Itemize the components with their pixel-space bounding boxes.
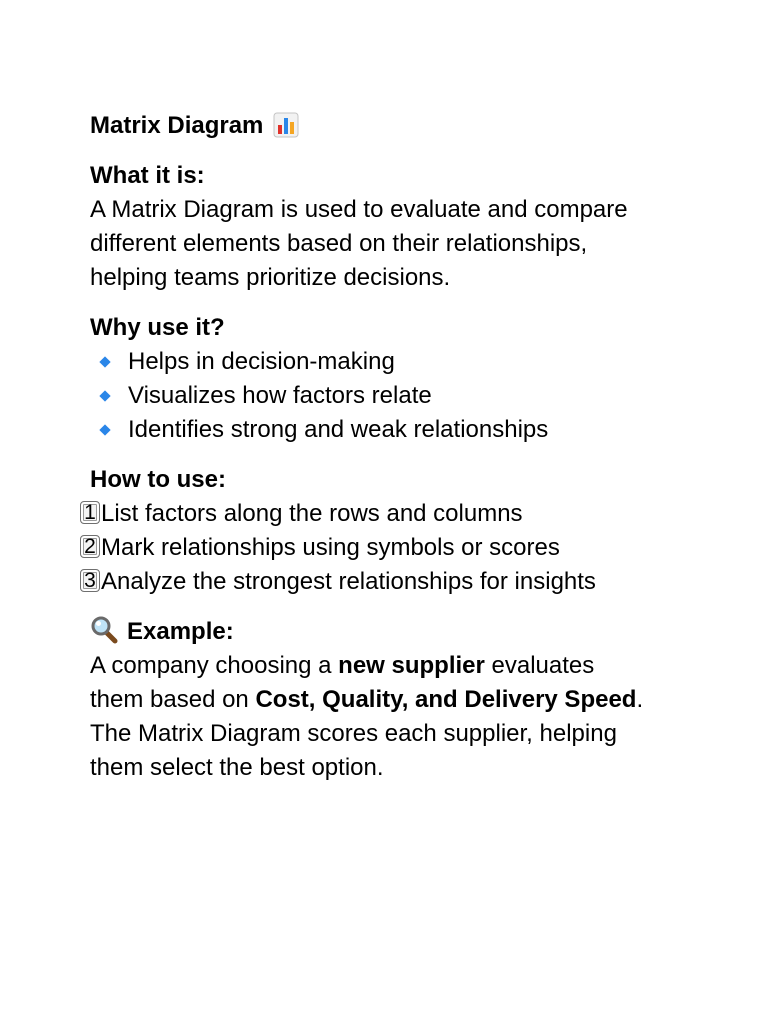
example-line: them select the best option. bbox=[90, 754, 384, 781]
keycap-number-icon: 2 bbox=[80, 535, 100, 558]
step-item bbox=[80, 531, 690, 565]
list-item-text: Helps in decision-making bbox=[128, 348, 395, 375]
example-text: A company choosing a bbox=[90, 652, 339, 679]
step-text: Mark relationships using symbols or scores bbox=[101, 534, 560, 561]
example-text: evaluates bbox=[484, 652, 595, 679]
magnifier-icon bbox=[90, 615, 120, 645]
list-item-text: Visualizes how factors relate bbox=[128, 382, 432, 409]
bar-chart-icon bbox=[273, 112, 299, 138]
example-heading-row bbox=[90, 615, 690, 649]
keycap-number-icon: 3 bbox=[80, 569, 100, 592]
document-body bbox=[84, 109, 690, 785]
what-section bbox=[90, 159, 690, 295]
page-title-row bbox=[90, 109, 690, 143]
list-item bbox=[90, 379, 690, 413]
what-line: A Matrix Diagram is used to evaluate and compare bbox=[90, 196, 628, 223]
example-text: . bbox=[636, 686, 644, 713]
blue-diamond-icon bbox=[99, 390, 110, 401]
what-heading: What it is: bbox=[90, 162, 205, 189]
step-item bbox=[80, 497, 690, 531]
why-section bbox=[90, 311, 690, 447]
example-bold-text: Cost, Quality, and Delivery Speed bbox=[255, 686, 637, 713]
step-text: Analyze the strongest relationships for insights bbox=[101, 568, 596, 595]
example-bold-text: new supplier bbox=[338, 652, 485, 679]
step-text: List factors along the rows and columns bbox=[101, 500, 523, 527]
example-text: them based on bbox=[90, 686, 256, 713]
example-section bbox=[90, 615, 690, 785]
how-heading: How to use: bbox=[90, 466, 226, 493]
page-title: Matrix Diagram bbox=[90, 112, 264, 139]
list-item bbox=[90, 413, 690, 447]
keycap-number-icon: 1 bbox=[80, 501, 100, 524]
list-item bbox=[90, 345, 690, 379]
list-item-text: Identifies strong and weak relationships bbox=[128, 416, 549, 443]
what-line: helping teams prioritize decisions. bbox=[90, 264, 451, 291]
why-heading: Why use it? bbox=[90, 314, 225, 341]
how-section bbox=[84, 463, 690, 599]
step-item bbox=[80, 565, 690, 599]
blue-diamond-icon bbox=[99, 356, 110, 367]
example-line: The Matrix Diagram scores each supplier, helping bbox=[90, 720, 617, 747]
example-line bbox=[90, 683, 690, 717]
blue-diamond-icon bbox=[99, 424, 110, 435]
what-line: different elements based on their relationships, bbox=[90, 230, 588, 257]
example-line bbox=[90, 649, 690, 683]
example-heading: Example: bbox=[127, 618, 234, 645]
